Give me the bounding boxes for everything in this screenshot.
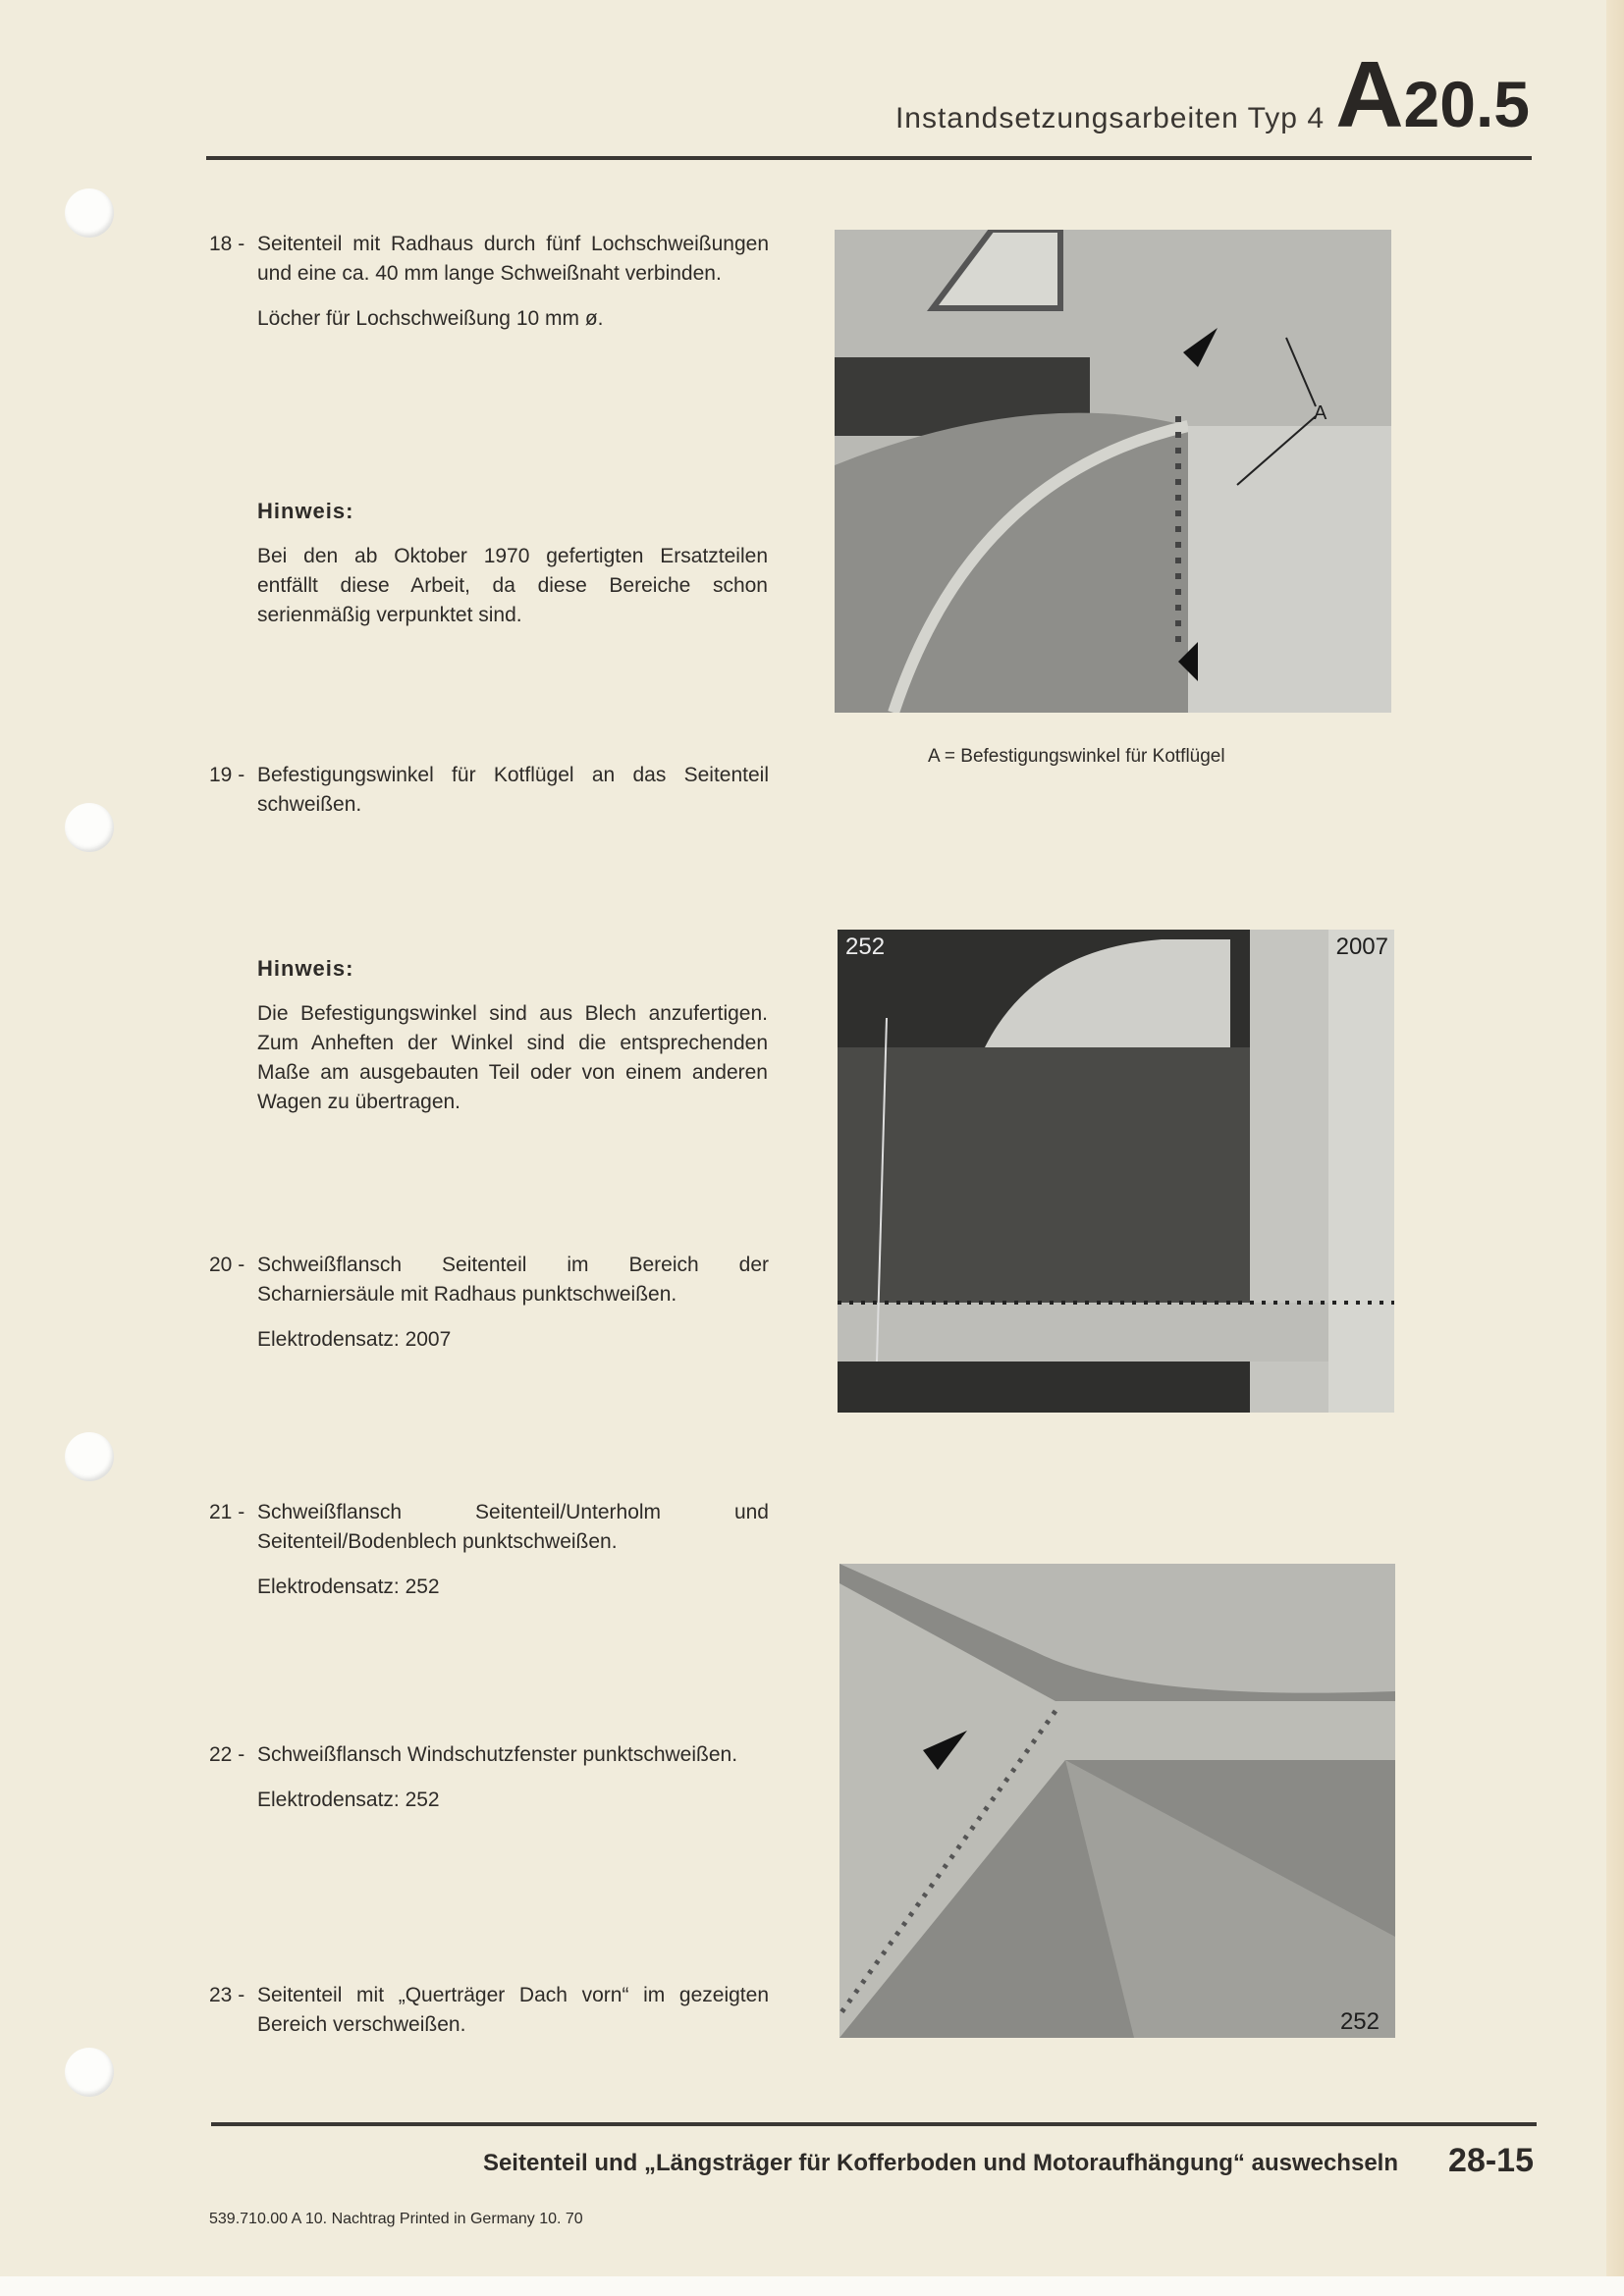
step-23 <box>209 1981 769 2040</box>
step-number: 21 - <box>209 1501 245 1523</box>
binder-hole <box>65 1432 114 1481</box>
header-title: Instandsetzungsarbeiten Typ 4 <box>894 102 1325 134</box>
step-text: Seitenteil mit „Querträger Dach vorn“ im gezeigten Bereich verschweißen. <box>257 1984 769 2036</box>
step-18 <box>209 230 769 334</box>
step-18-detail: Löcher für Lochschweißung 10 mm ø. <box>257 307 604 330</box>
photo-windshield-flange <box>839 1564 1395 2038</box>
header-rule <box>206 156 1532 160</box>
electrode-set: Elektrodensatz: 2007 <box>257 1328 452 1351</box>
step-number: 23 - <box>209 1984 245 2006</box>
photo-wheelhouse-weld <box>835 230 1391 713</box>
figure-label-electrode-252: 252 <box>845 934 886 960</box>
electrode-set: Elektrodensatz: 252 <box>257 1575 440 1598</box>
step-22 <box>209 1740 769 1815</box>
footer-rule <box>211 2122 1537 2126</box>
page-edge <box>1606 0 1624 2296</box>
note-heading: Hinweis: <box>257 956 354 981</box>
note-text: Die Befestigungswinkel sind aus Blech anzufertigen. Zum Anheften der Winkel sind die entsprechenden Maße am ausgebauten Teil oder von einem anderen Wagen zu übertragen. <box>257 1002 768 1113</box>
step-20 <box>209 1251 769 1355</box>
step-21 <box>209 1498 769 1602</box>
note-text: Bei den ab Oktober 1970 gefertigten Ersatzteilen entfällt diese Arbeit, da diese Bereiche schon serienmäßig verpunktet sind. <box>257 545 768 626</box>
section-number: 20.5 <box>1403 68 1530 140</box>
figure-label-electrode-2007: 2007 <box>1335 934 1388 960</box>
step-text: Befestigungswinkel für Kotflügel an das Seitenteil schweißen. <box>257 764 769 816</box>
photo-hinge-pillar <box>838 930 1394 1413</box>
binder-hole <box>65 803 114 852</box>
imprint: 539.710.00 A 10. Nachtrag Printed in Germany 10. 70 <box>209 2211 583 2227</box>
figure-label-a: A <box>1314 402 1327 424</box>
page-bottom-edge <box>0 2276 1624 2296</box>
electrode-set: Elektrodensatz: 252 <box>257 1789 440 1811</box>
step-number: 19 - <box>209 764 245 786</box>
step-text: Seitenteil mit Radhaus durch fünf Lochschweißungen und eine ca. 40 mm lange Schweißnaht verbinden. <box>257 233 769 285</box>
note-2 <box>257 954 768 1117</box>
binder-hole <box>65 2048 114 2097</box>
step-number: 18 - <box>209 233 245 255</box>
step-text: Schweißflansch Seitenteil im Bereich der Scharniersäule mit Radhaus punktschweißen. <box>257 1254 769 1306</box>
figure-label-electrode-252: 252 <box>1339 2008 1380 2035</box>
step-text: Schweißflansch Windschutzfenster punktschweißen. <box>257 1743 738 1766</box>
note-heading: Hinweis: <box>257 499 354 523</box>
step-text: Schweißflansch Seitenteil/Unterholm und Seitenteil/Bodenblech punktschweißen. <box>257 1501 769 1553</box>
step-19 <box>209 761 769 820</box>
step-number: 20 - <box>209 1254 245 1276</box>
page-number: 28-15 <box>1448 2142 1534 2179</box>
figure-caption: A = Befestigungswinkel für Kotflügel <box>928 746 1225 767</box>
step-number: 22 - <box>209 1743 245 1766</box>
section-letter: A <box>1335 42 1404 147</box>
binder-hole <box>65 188 114 238</box>
footer-title: Seitenteil und „Längsträger für Kofferboden und Motoraufhängung“ auswechseln <box>482 2150 1398 2176</box>
note-1 <box>257 497 768 630</box>
section-code <box>1335 41 1530 149</box>
